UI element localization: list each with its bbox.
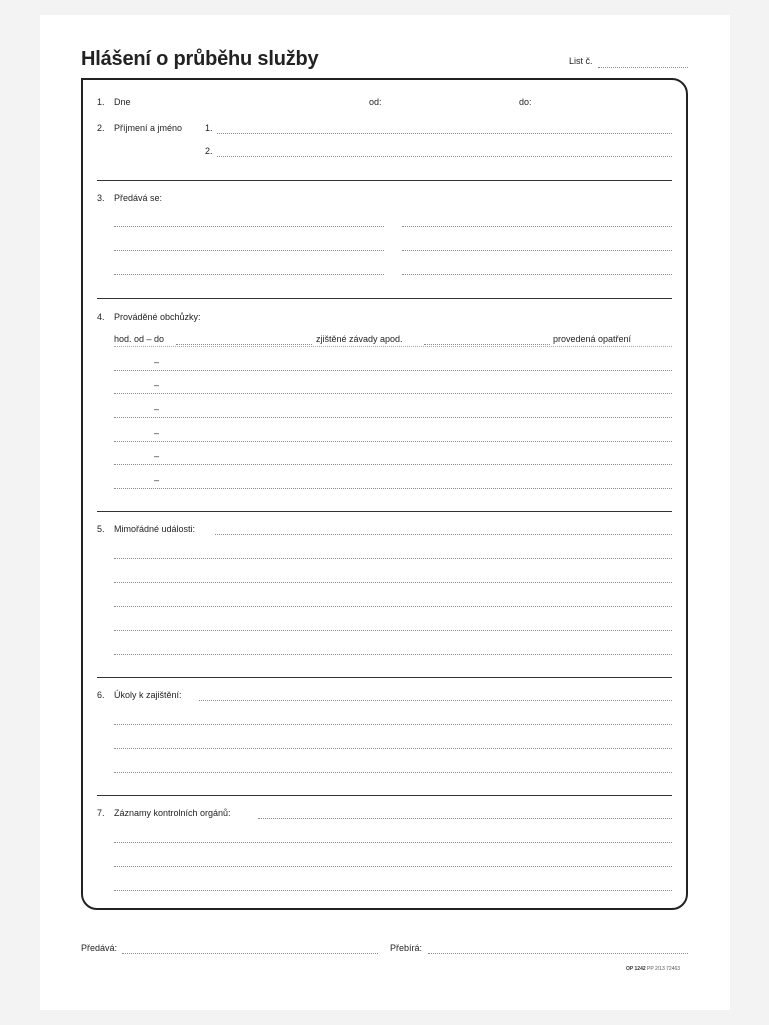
section-2-number: 2.	[97, 123, 105, 133]
handover-field[interactable]	[114, 226, 384, 227]
incidents-field[interactable]	[114, 630, 672, 631]
section-divider	[97, 677, 672, 678]
inspections-field[interactable]	[114, 866, 672, 867]
incidents-field[interactable]	[114, 558, 672, 559]
section-6-number: 6.	[97, 690, 105, 700]
tasks-field[interactable]	[199, 700, 672, 701]
handover-field[interactable]	[114, 250, 384, 251]
takes-over-label: Přebírá:	[390, 943, 423, 953]
patrol-row-field[interactable]	[114, 488, 672, 489]
header-leader	[176, 344, 312, 345]
inspections-field[interactable]	[114, 890, 672, 891]
name-label: Příjmení a jméno	[114, 123, 183, 133]
section-divider	[97, 298, 672, 299]
incidents-field[interactable]	[215, 534, 672, 535]
to-label: do:	[519, 97, 532, 107]
col-time-header: hod. od – do	[114, 334, 165, 344]
time-dash: –	[154, 475, 160, 485]
patrol-row-field[interactable]	[114, 393, 672, 394]
takes-over-signature-field[interactable]	[428, 953, 688, 954]
from-label: od:	[369, 97, 382, 107]
incidents-field[interactable]	[114, 582, 672, 583]
name-line-1-label: 1.	[205, 123, 213, 133]
handover-field[interactable]	[402, 274, 672, 275]
form-code	[626, 966, 680, 972]
patrol-row-field[interactable]	[114, 464, 672, 465]
time-dash: –	[154, 380, 160, 390]
handover-field[interactable]	[402, 226, 672, 227]
patrols-label: Prováděné obchůzky:	[114, 312, 201, 322]
name-line-2-label: 2.	[205, 146, 213, 156]
patrol-row-field[interactable]	[114, 417, 672, 418]
date-label: Dne	[114, 97, 131, 107]
form-frame	[81, 78, 688, 910]
time-dash: –	[154, 404, 160, 414]
section-4-number: 4.	[97, 312, 105, 322]
tasks-field[interactable]	[114, 772, 672, 773]
section-divider	[97, 795, 672, 796]
hands-over-label: Předává:	[81, 943, 118, 953]
col-actions-header: provedená opatření	[553, 334, 632, 344]
incidents-label: Mimořádné události:	[114, 524, 196, 534]
sheet-number-field[interactable]	[598, 67, 688, 68]
tasks-label: Úkoly k zajištění:	[114, 690, 182, 700]
col-defects-header: zjištěné závady apod.	[316, 334, 403, 344]
section-1-number: 1.	[97, 97, 105, 107]
tasks-field[interactable]	[114, 724, 672, 725]
handover-field[interactable]	[402, 250, 672, 251]
section-5-number: 5.	[97, 524, 105, 534]
section-divider	[97, 511, 672, 512]
time-dash: –	[154, 357, 160, 367]
patrol-row-field[interactable]	[114, 441, 672, 442]
incidents-field[interactable]	[114, 654, 672, 655]
handover-label: Předává se:	[114, 193, 163, 203]
time-dash: –	[154, 451, 160, 461]
inspections-field[interactable]	[258, 818, 672, 819]
form-code-main: OP 1242	[626, 966, 646, 972]
section-3-number: 3.	[97, 193, 105, 203]
section-7-number: 7.	[97, 808, 105, 818]
handover-field[interactable]	[114, 274, 384, 275]
hands-over-signature-field[interactable]	[122, 953, 378, 954]
name-field-1[interactable]	[217, 133, 672, 134]
form-code-small: PP 2/13 72463	[647, 966, 681, 972]
form-title: Hlášení o průběhu služby	[81, 48, 319, 70]
tasks-field[interactable]	[114, 748, 672, 749]
inspections-field[interactable]	[114, 842, 672, 843]
header-leader	[424, 344, 550, 345]
name-field-2[interactable]	[217, 156, 672, 157]
sheet-number-label: List č.	[569, 56, 593, 66]
section-divider	[97, 180, 672, 181]
time-dash: –	[154, 428, 160, 438]
header-underline	[114, 346, 672, 347]
inspections-label: Záznamy kontrolních orgánů:	[114, 808, 231, 818]
patrol-row-field[interactable]	[114, 370, 672, 371]
incidents-field[interactable]	[114, 606, 672, 607]
